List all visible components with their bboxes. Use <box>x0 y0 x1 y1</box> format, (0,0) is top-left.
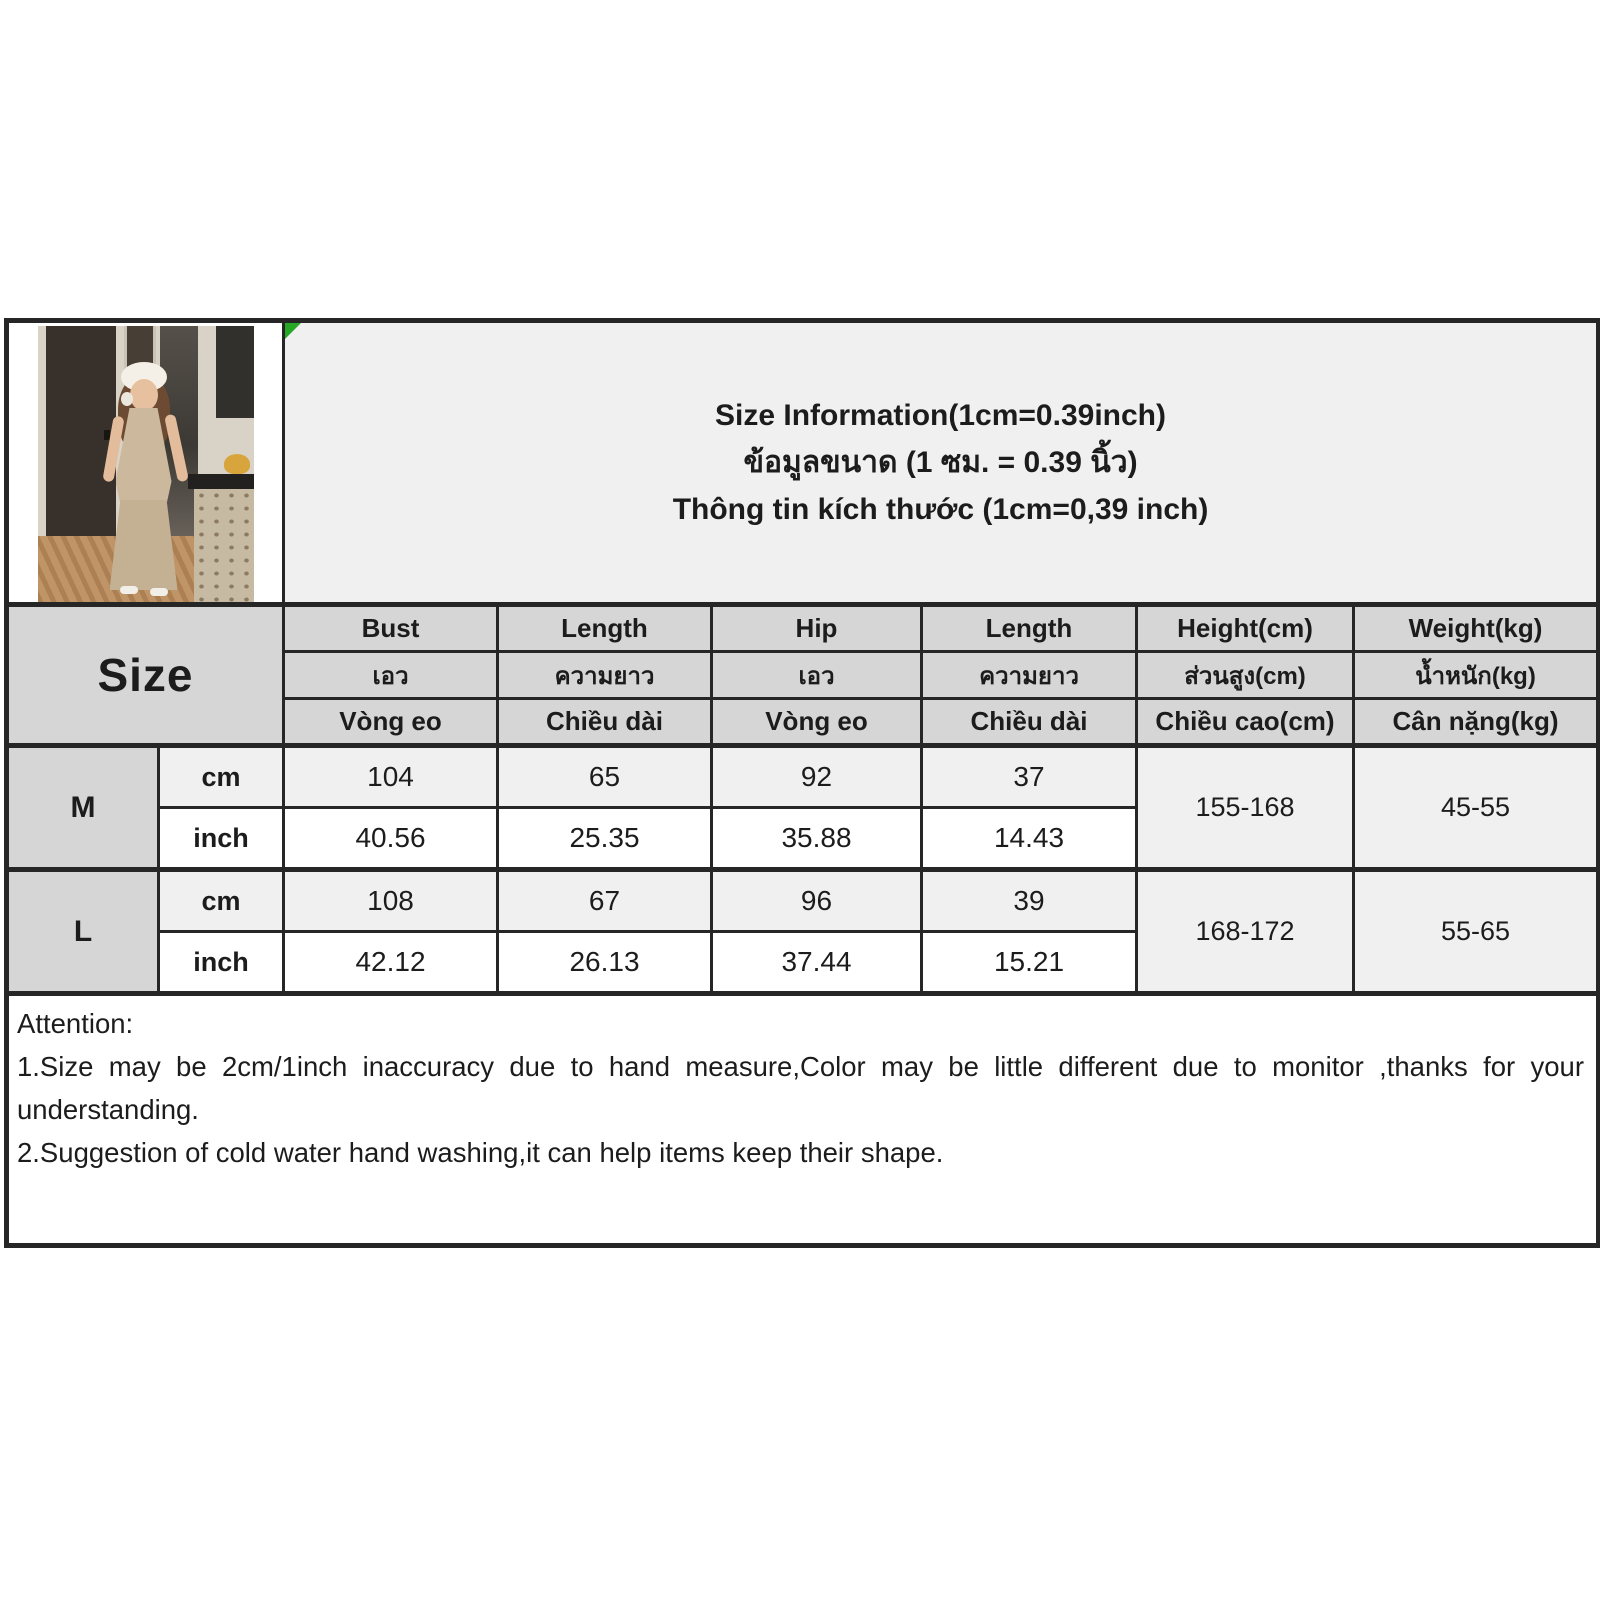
photo-counter-top <box>188 474 254 489</box>
figure-face <box>130 379 158 411</box>
col-header-hip-en: Hip <box>712 605 922 652</box>
figure-left-slipper <box>120 586 138 594</box>
size-info-title-cell <box>284 321 1599 605</box>
col-header-weight-en: Weight(kg) <box>1354 605 1599 652</box>
product-photo-cell <box>7 321 284 605</box>
green-corner-flag-icon <box>285 323 301 339</box>
table-row <box>7 746 1599 808</box>
size-table <box>4 318 1600 1248</box>
value-l-inch-length1: 26.13 <box>498 932 712 994</box>
value-m-cm-length1: 65 <box>498 746 712 808</box>
attention-box <box>7 994 1599 1246</box>
col-header-bust-vi: Vòng eo <box>284 699 498 746</box>
value-m-cm-length2: 37 <box>922 746 1137 808</box>
figure-headphone <box>121 392 133 406</box>
value-l-inch-bust: 42.12 <box>284 932 498 994</box>
value-l-height: 168-172 <box>1137 870 1354 994</box>
unit-label-cm-l: cm <box>159 870 284 932</box>
value-m-weight: 45-55 <box>1354 746 1599 870</box>
attention-heading: Attention: <box>17 1008 134 1039</box>
value-m-cm-hip: 92 <box>712 746 922 808</box>
col-header-height-vi: Chiều cao(cm) <box>1137 699 1354 746</box>
unit-label-inch-m: inch <box>159 808 284 870</box>
size-header: Size <box>7 605 284 746</box>
figure-wide-leg-pants <box>110 500 178 590</box>
figure-right-slipper <box>150 588 168 596</box>
col-header-hip-th: เอว <box>712 652 922 699</box>
row-label-l: L <box>7 870 159 994</box>
unit-label-inch-l: inch <box>159 932 284 994</box>
value-m-inch-length1: 25.35 <box>498 808 712 870</box>
photo-window <box>216 326 254 418</box>
photo-fruit <box>224 454 250 474</box>
value-m-cm-bust: 104 <box>284 746 498 808</box>
col-header-length1-th: ความยาว <box>498 652 712 699</box>
col-header-hip-vi: Vòng eo <box>712 699 922 746</box>
value-m-inch-hip: 35.88 <box>712 808 922 870</box>
row-label-m: M <box>7 746 159 870</box>
photo-model-figure <box>94 362 194 598</box>
value-m-height: 155-168 <box>1137 746 1354 870</box>
value-m-inch-length2: 14.43 <box>922 808 1137 870</box>
product-photo <box>38 326 254 602</box>
col-header-length2-en: Length <box>922 605 1137 652</box>
attention-note-1: 1.Size may be 2cm/1inch inaccuracy due to hand measure,Color may be little different due to monitor ,thanks for your understanding. <box>17 1051 1585 1125</box>
value-l-cm-length2: 39 <box>922 870 1137 932</box>
value-m-inch-bust: 40.56 <box>284 808 498 870</box>
col-header-weight-th: น้ำหนัก(kg) <box>1354 652 1599 699</box>
col-header-height-en: Height(cm) <box>1137 605 1354 652</box>
col-header-length2-vi: Chiều dài <box>922 699 1137 746</box>
col-header-weight-vi: Cân nặng(kg) <box>1354 699 1599 746</box>
col-header-length1-en: Length <box>498 605 712 652</box>
table-row <box>7 870 1599 932</box>
attention-note-2: 2.Suggestion of cold water hand washing,it can help items keep their shape. <box>17 1137 944 1168</box>
value-l-cm-bust: 108 <box>284 870 498 932</box>
value-l-inch-length2: 15.21 <box>922 932 1137 994</box>
col-header-length1-vi: Chiều dài <box>498 699 712 746</box>
unit-label-cm-m: cm <box>159 746 284 808</box>
value-l-weight: 55-65 <box>1354 870 1599 994</box>
col-header-bust-en: Bust <box>284 605 498 652</box>
col-header-bust-th: เอว <box>284 652 498 699</box>
title-english: Size Information(1cm=0.39inch) <box>715 399 1166 432</box>
value-l-cm-hip: 96 <box>712 870 922 932</box>
title-thai: ข้อมูลขนาด (1 ซม. = 0.39 นิ้ว) <box>743 446 1138 479</box>
size-chart-sheet <box>4 318 1596 1248</box>
col-header-height-th: ส่วนสูง(cm) <box>1137 652 1354 699</box>
title-vietnamese: Thông tin kích thước (1cm=0,39 inch) <box>672 493 1209 526</box>
photo-stone-cabinet <box>194 489 254 602</box>
value-l-cm-length1: 67 <box>498 870 712 932</box>
col-header-length2-th: ความยาว <box>922 652 1137 699</box>
value-l-inch-hip: 37.44 <box>712 932 922 994</box>
